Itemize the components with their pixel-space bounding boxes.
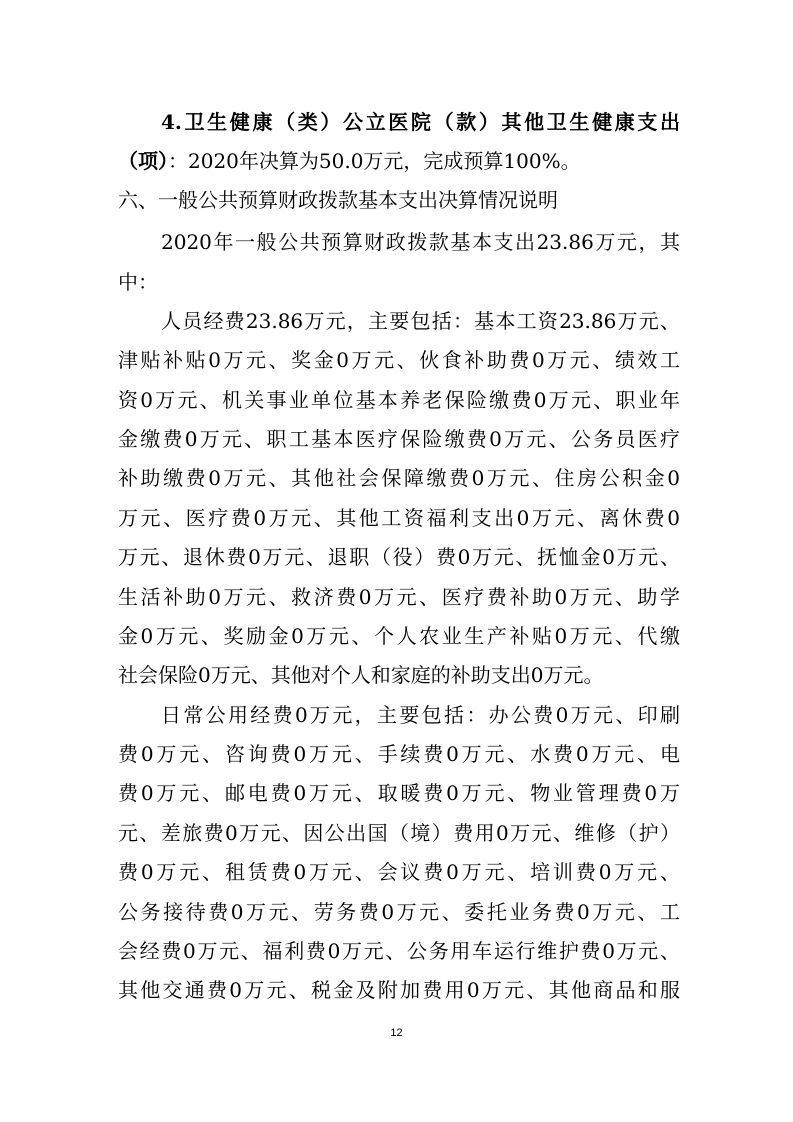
- document-page: [118, 0, 680, 1122]
- paragraph-line: 费0万元、咨询费0万元、手续费0万元、水费0万元、电: [118, 742, 680, 766]
- paragraph-line: 资0万元、机关事业单位基本养老保险缴费0万元、职业年: [118, 388, 680, 412]
- paragraph-line: 金缴费0万元、职工基本医疗保险缴费0万元、公务员医疗: [118, 427, 680, 451]
- paragraph-line: 补助缴费0万元、其他社会保障缴费0万元、住房公积金0: [118, 466, 680, 490]
- subsection-heading: 4.卫生健康（类）公立医院（款）其他卫生健康支出: [161, 110, 680, 134]
- page-number: 12: [390, 1027, 403, 1039]
- paragraph-line: 金0万元、奖励金0万元、个人农业生产补贴0万元、代缴: [118, 624, 680, 648]
- paragraph-line: 其他交通费0万元、税金及附加费用0万元、其他商品和服: [118, 978, 680, 1002]
- section-heading: 六、一般公共预算财政拨款基本支出决算情况说明: [118, 188, 558, 212]
- paragraph-line: 津贴补贴0万元、奖金0万元、伙食补助费0万元、绩效工: [118, 348, 680, 372]
- paragraph-line: 元、差旅费0万元、因公出国（境）费用0万元、维修（护）: [118, 821, 680, 845]
- paragraph-line: 万元、退休费0万元、退职（役）费0万元、抚恤金0万元、: [118, 545, 680, 569]
- paragraph-line: 会经费0万元、福利费0万元、公务用车运行维护费0万元、: [118, 939, 680, 963]
- paragraph-line: 费0万元、租赁费0万元、会议费0万元、培训费0万元、: [118, 860, 680, 884]
- paragraph-line: 中：: [118, 270, 158, 294]
- paragraph-line: 日常公用经费0万元，主要包括：办公费0万元、印刷: [161, 703, 680, 727]
- heading-item-result: ：2020年决算为50.0万元，完成预算100%。: [168, 149, 581, 173]
- paragraph-line: 社会保险0万元、其他对个人和家庭的补助支出0万元。: [118, 663, 604, 687]
- paragraph-line: 万元、医疗费0万元、其他工资福利支出0万元、离休费0: [118, 506, 680, 530]
- heading-item-label: （项）: [118, 149, 168, 173]
- paragraph-line: 费0万元、邮电费0万元、取暖费0万元、物业管理费0万: [118, 781, 680, 805]
- paragraph-line: 生活补助0万元、救济费0万元、医疗费补助0万元、助学: [118, 585, 680, 609]
- paragraph-line: 公务接待费0万元、劳务费0万元、委托业务费0万元、工: [118, 900, 680, 924]
- paragraph-line: 人员经费23.86万元，主要包括：基本工资23.86万元、: [161, 309, 680, 333]
- subsection-heading-continuation: [118, 146, 680, 176]
- paragraph-line: 2020年一般公共预算财政拨款基本支出23.86万元，其: [161, 230, 680, 254]
